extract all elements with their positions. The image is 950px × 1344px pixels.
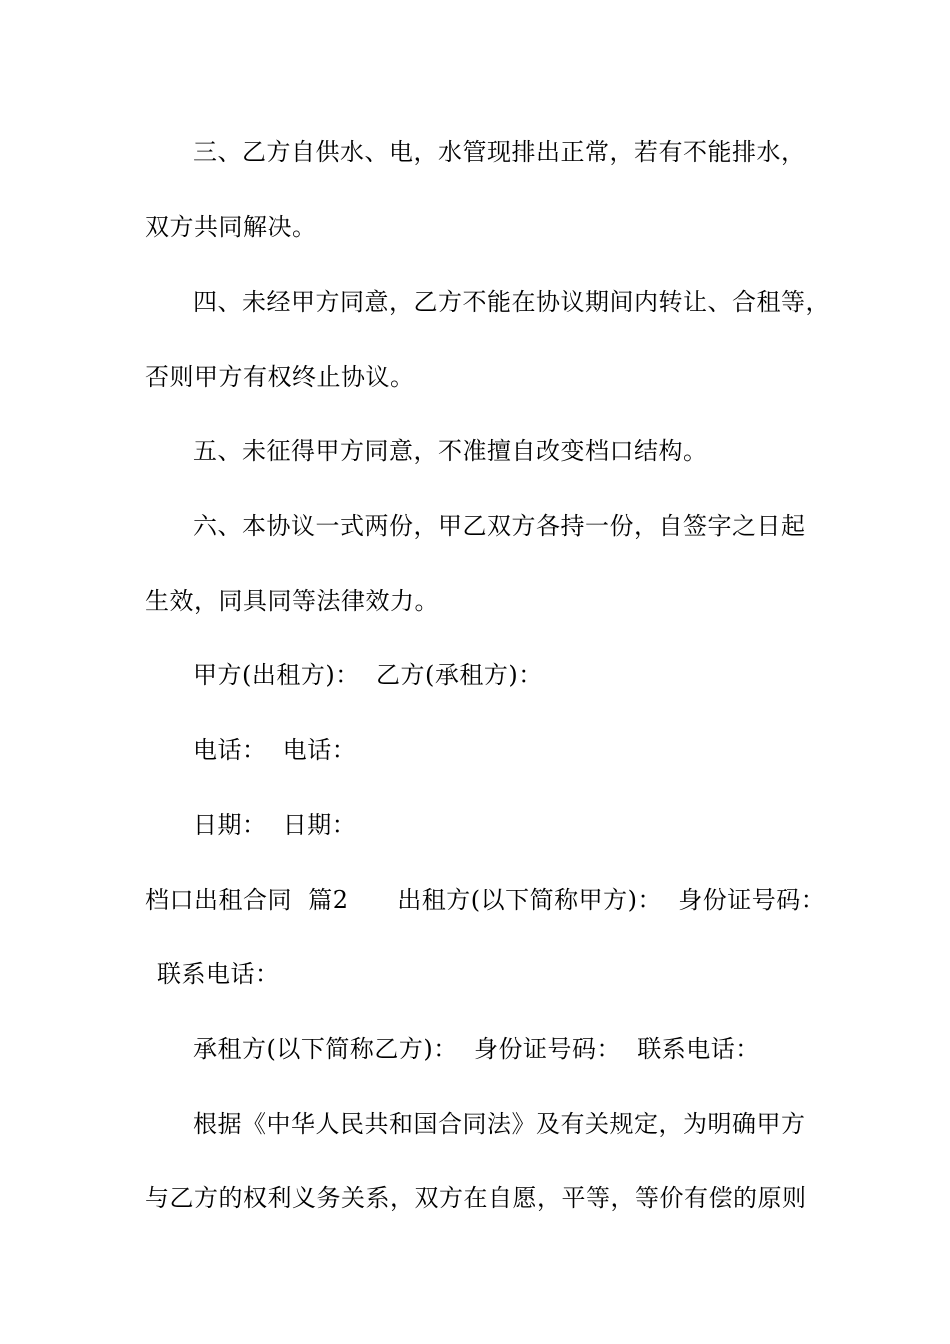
lessor-contact-phone: 联系电话： [157, 960, 280, 988]
clause-3-line-2: 双方共同解决。 [145, 213, 317, 241]
clause-4-line-1: 四、未经甲方同意，乙方不能在协议期间内转让、合租等， [193, 288, 830, 316]
clause-5-line-1: 五、未征得甲方同意，不准擅自改变档口结构。 [193, 437, 708, 465]
contract-2-heading: 档口出租合同 篇2 出租方(以下简称甲方)： 身份证号码： [145, 886, 826, 914]
clause-3-line-1: 三、乙方自供水、电，水管现排出正常，若有不能排水， [193, 138, 806, 166]
basis-line-1: 根据《中华人民共和国合同法》及有关规定，为明确甲方 [193, 1110, 806, 1138]
basis-line-2: 与乙方的权利义务关系，双方在自愿，平等，等价有偿的原则 [145, 1184, 807, 1212]
signature-phone: 电话： 电话： [193, 736, 357, 764]
clause-4-line-2: 否则甲方有权终止协议。 [145, 363, 415, 391]
signature-parties: 甲方(出租方)： 乙方(承租方)： [193, 661, 543, 689]
clause-6-line-2: 生效，同具同等法律效力。 [145, 587, 439, 615]
signature-date: 日期： 日期： [193, 811, 357, 839]
clause-6-line-1: 六、本协议一式两份，甲乙双方各持一份，自签字之日起 [193, 512, 806, 540]
lessee-info: 承租方(以下简称乙方)： 身份证号码： 联系电话： [193, 1035, 760, 1063]
